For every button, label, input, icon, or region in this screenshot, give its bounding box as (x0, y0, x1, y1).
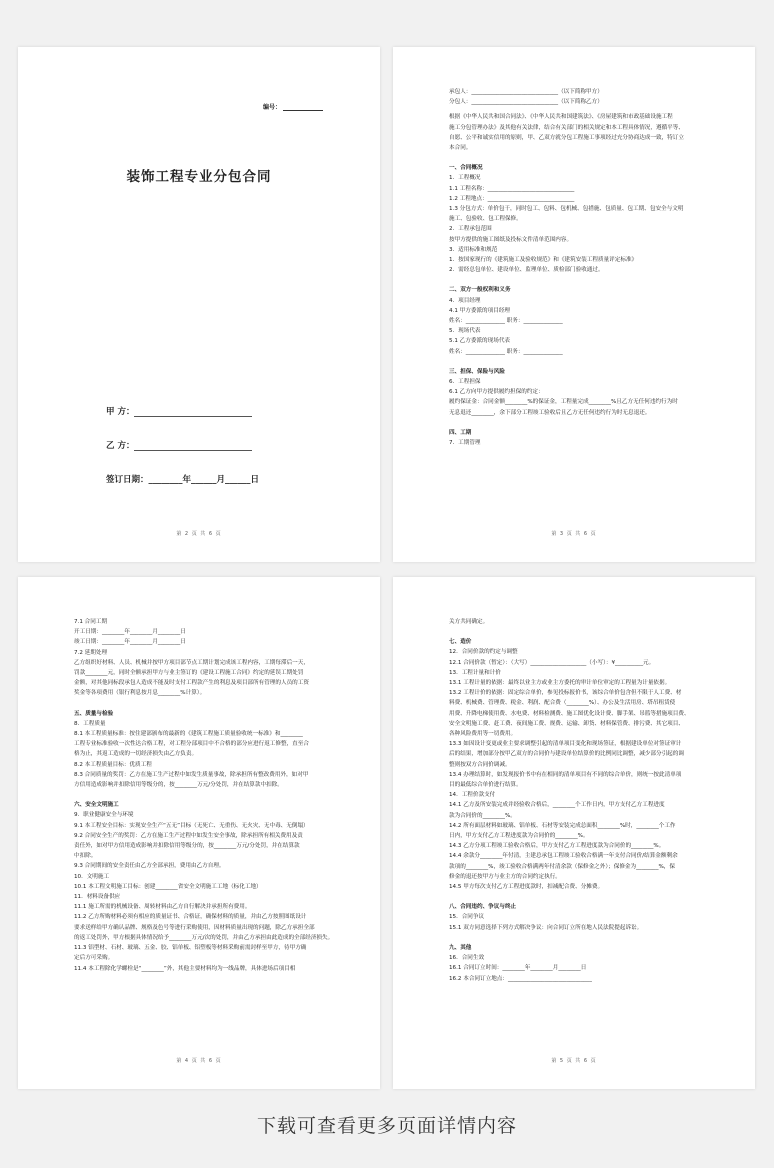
body-line: 各种风险费用等一切费用。 (449, 731, 517, 738)
body-line: 7.2 延期处理 (74, 649, 108, 656)
body-line: 1.2 工程地点：_______________________________ (449, 195, 575, 202)
body-line: 9.1 本工程安全目标：实现安全生产“五无”目标（无死亡、无重伤、无火灾、无中毒、无倒塌） (74, 822, 309, 829)
contract-title: 装饰工程专业分包合同 (126, 169, 272, 185)
body-line: 13．工程计量和计价 (449, 669, 501, 676)
body-line: 罚款________元，同时全额承担甲方与业主签订的《建设工程施工合同》约定的延误工期处罚 (74, 670, 304, 677)
body-line: 无息退还________，余下部分工程竣工验收后且乙方无任何违约行为时无息退还。 (449, 409, 651, 416)
body-line: 用费、升降电梯使用费、水电费、材料检测费、施工图优化设计费、脚手架、吊篮等措施项目费、 (449, 710, 690, 717)
body-line: 施工分包管理办法》及其他有关法律，结合有关部门的相关规定和本工程具体情况，遵循平等、 (449, 124, 684, 131)
paragraph-gap (449, 357, 725, 362)
page-body (449, 617, 725, 984)
download-caption: 下载可查看更多页面详情内容 (256, 1115, 517, 1137)
body-line: 5.1 乙方委派的现场代表 (449, 338, 511, 345)
body-line: 金额，对其他同标段承包人造成不能及时支付工程款产生的利息及项目部所有管理的人员的工资 (74, 680, 309, 687)
paragraph-gap (449, 153, 725, 158)
body-line: 11.3 铝型材、石材、玻璃、五金、胶、铝单板、铝塑板等材料采购前需封样至甲方，待甲方确 (74, 945, 307, 952)
body-line: 本合同。 (449, 145, 472, 152)
body-line: 中扣除。 (74, 853, 97, 860)
contract-page-cover (18, 47, 380, 562)
body-line: 根据《中华人民共和国合同法》、《中华人民共和国建筑法》、《房屋建筑和市政基础设施工程 (449, 114, 673, 121)
body-line: 日内，甲方支付乙方工程进度款为合同价的________%。 (449, 833, 589, 840)
body-line: 3．适用标准和规范 (449, 246, 498, 253)
body-line: 承包人：_______________________________（以下简称甲方） (449, 89, 603, 95)
body-line: 奖金等各项费用（银行利息按月息________%计算）。 (74, 690, 206, 697)
body-line: 工程专业标准验收一次性达合格工程，对工程分部项目中不合格的部分应进行返工修整，直至合 (74, 741, 309, 748)
body-line: 11.2 乙方所购材料必须有相应的质量证书、合格证，确保材料的质量，并由乙方按照图纸设计 (74, 914, 307, 921)
body-line: 10．文明施工 (74, 873, 110, 880)
body-line: 8.2 本工程质量目标：优质工程 (74, 761, 152, 768)
section-heading: 五、质量与检验 (74, 710, 114, 717)
body-line: 14.3 乙方分项工程竣工验收合格后，甲方支付乙方工程进度款为合同价的________%。 (449, 843, 665, 850)
body-line: 9．职业健康安全与环境 (74, 812, 134, 819)
body-line: 安全文明施工费、赶工费、夜间施工费、规费、运输、卸货、材料保管费、排污费、其它项目、 (449, 720, 684, 727)
body-line: 14．工程价款支付 (449, 792, 496, 799)
section-heading: 八、合同违约、争议与终止 (449, 904, 517, 911)
body-line: 14.5 甲方每次支付乙方工程进度款时，扣减配合费、分摊费。 (449, 884, 604, 891)
body-line: 11．材料设备供应 (74, 894, 121, 901)
party-b-row (106, 439, 252, 451)
paragraph-gap (449, 275, 725, 280)
body-line: 后的结果，增加部分按甲乙双方的合同价与建设单位结算价的比例同比调整，减少部分引起的调 (449, 751, 684, 758)
body-line: 16.1 合同订立时间：________年________月________日 (449, 965, 587, 972)
section-heading: 九、其他 (449, 944, 472, 951)
page-footer: 第 4 页 共 6 页 (176, 1058, 222, 1064)
contract-number (263, 102, 323, 111)
body-line: 10.1 本工程文明施工目标：创建________省安全文明施工工地（标化工地） (74, 883, 262, 890)
body-line: 15．合同争议 (449, 914, 485, 921)
body-line: 目的最低综合单价进行结算。 (449, 782, 522, 789)
body-line: 竣工日期：________年________月________日 (74, 639, 186, 646)
body-line: 方信用造成影响并扣除信用等级分的，按________万元/分处罚，并在结算款中扣除。 (74, 782, 283, 789)
body-line: 履约保证金：合同金额________%的保证金，工程量完成________%且乙方无任何违约行为时 (449, 399, 678, 406)
body-line: 姓名：______________ 职务：______________ (449, 318, 563, 325)
body-line: 14.1 乙方及所安装完成并经验收合格后，________个工作日内，甲方支付乙方工程进度 (449, 802, 665, 809)
body-line: 6.1 乙方向甲方提供履约担保的约定： (449, 389, 544, 396)
body-line: 15.1 双方同意选择下列方式解决争议：向合同订立所在地人民法院提起诉讼。 (449, 924, 643, 931)
section-heading: 七、造价 (449, 639, 472, 646)
body-line: 1．按国家现行的《建筑施工及验收规范》和《建筑安装工程质量评定标准》 (449, 257, 638, 264)
body-line: 1．工程概况 (449, 175, 481, 182)
body-line: 12.1 合同价款（暂定）：（大写）____________________（小写）：¥__________元。 (449, 659, 655, 666)
body-line: 11.4 本工程除化学螺栓是“________”外，其他主要材料均为一线品牌，具体进场后项目相 (74, 965, 296, 972)
sign-date-row: 签订日期：________年______月______日 (106, 475, 260, 485)
contract-number-blank (283, 104, 323, 111)
paragraph-gap (449, 418, 725, 423)
contract-page-5 (393, 577, 755, 1089)
body-line: 6．工程担保 (449, 379, 481, 386)
section-heading: 三、担保、保险与风险 (449, 368, 505, 375)
body-line: 开工日期：________年________月________日 (74, 629, 186, 636)
body-line: 的返工处罚外，甲方根据具体情况给予________万元/次的处罚，并由乙方承担由此造成的全部经济损失。 (74, 934, 334, 941)
body-line: 13.1 工程计量的依据：最终以业主方或业主方委托的审计单位审定的工程量为计量依据。 (449, 680, 671, 687)
body-line: 13.3 如因设计变更或业主要求调整引起的清单项目变化和现场签证，根据建设单位对签证审计 (449, 741, 682, 748)
body-line: 16.2 本合同订立地点：______________________________ (449, 975, 592, 982)
body-line: 8．工程质量 (74, 720, 106, 727)
body-line: 款项的________%，竣工验收合格满两年付清余款（保修金之外）；保修金为________%，保 (449, 863, 675, 870)
body-line: 2．需经总包单位、建设单位、监理单位、质检部门验收通过。 (449, 267, 604, 274)
body-line: 12．合同价款的约定与调整 (449, 649, 518, 656)
party-b-label: 乙 方： (106, 441, 135, 451)
body-line: 1.3 分包方式：单价包干，同时包工、包料、包机械、包措施、包质量、包工期、包安全与文明 (449, 206, 684, 213)
body-line: 14.2 所有面层材料如玻璃、铝单板、石材等安装完成总面积________%时，________个工作 (449, 822, 676, 829)
section-heading: 一、合同概况 (449, 165, 483, 172)
section-heading: 四、工期 (449, 429, 472, 436)
party-a-label: 甲 方： (106, 407, 135, 417)
body-line: 姓名：______________ 职务：______________ (449, 348, 563, 355)
body-line: 13.4 办理结算时，如发现报价书中有在相同的清单项目有不同的综合单价，则统一按此清单项 (449, 771, 682, 778)
body-line: 修金的退还按甲方与业主方的合同约定执行。 (449, 873, 561, 880)
body-line: 料费、机械费、管理费、税金、利润、配合费（________%）、办公及生活用房、塔吊租赁使 (449, 700, 676, 707)
body-line: 2．工程承包范围 (449, 226, 492, 233)
body-line: 施工、包验收、包工程保修。 (449, 216, 522, 223)
paragraph-gap (449, 627, 725, 632)
body-line: 5．现场代表 (449, 328, 481, 335)
body-line: 整则按双方合同价调减。 (449, 761, 511, 768)
body-line: 款为合同价的________%。 (449, 812, 516, 819)
paragraph-gap (449, 933, 725, 938)
body-line: 14.4 余款分________年付清，主建总承包工程竣工验收合格满一年支付合同价/结算金额剩余 (449, 853, 678, 860)
body-line: 11.1 施工所需的机械设备、周转材料由乙方自行解决并承担所有费用。 (74, 904, 251, 911)
paragraph-gap (74, 699, 350, 704)
paragraph-gap (449, 892, 725, 897)
party-a-blank (134, 407, 252, 417)
page-body (449, 87, 725, 448)
body-line: 乙方组织好材料、人员、机械并按甲方项目部节点工期计划完成该工程内容，工期每滞后一天， (74, 659, 309, 666)
body-line: 定后方可采购。 (74, 955, 114, 962)
body-line: 4.1 甲方委派的项目经理 (449, 307, 511, 314)
body-line: 7.1 合同工期 (74, 619, 108, 625)
page-footer: 第 5 页 共 6 页 (551, 1058, 597, 1064)
contract-number-label: 编号： (263, 104, 282, 111)
section-heading: 六、安全文明施工 (74, 802, 119, 809)
section-heading: 二、双方一般权利和义务 (449, 287, 511, 294)
page-body (74, 617, 350, 974)
body-line: 自愿、公平和诚实信用的原则，甲、乙双方就分包工程施工事项经过充分协商达成一致，特订立 (449, 134, 684, 141)
party-b-blank (134, 441, 252, 451)
body-line: 关方共同确定。 (449, 619, 489, 625)
body-line: 格为止，其返工造成的一切经济损失由乙方负责。 (74, 751, 198, 758)
body-line: 责任外，如对甲方信用造成影响并扣除信用等级分的，按________万元/分处罚，并在结算款 (74, 843, 300, 850)
body-line: 1.1 工程名称：_______________________________ (449, 185, 575, 192)
body-line: 13.2 工程计价的依据：固定综合单价，参见投标报价书，该综合单价包含但不限于人工费、材 (449, 690, 682, 697)
page-footer: 第 3 页 共 6 页 (551, 531, 597, 537)
body-line: 8.1 本工程质量标准：按住建部颁布的最新的《建筑工程施工质量验收统一标准》和________ (74, 731, 303, 738)
body-line: 9.2 合同安全生产的奖罚：乙方在施工生产过程中如发生安全事故，除承担所有相关费用及责 (74, 832, 303, 839)
page-footer: 第 2 页 共 6 页 (176, 531, 222, 537)
party-a-row (106, 405, 252, 417)
body-line: 16．合同生效 (449, 955, 485, 962)
body-line: 按甲方提供的施工图纸及投标文件清单范围内容。 (449, 236, 573, 243)
contract-page-4 (18, 577, 380, 1089)
body-line: 4．项目经理 (449, 297, 481, 304)
body-line: 7．工期管理 (449, 440, 481, 447)
body-line: 要求送样给甲方确认品牌、规格及色号等进行采购使用，因材料质量出现的问题，除乙方承担全部 (74, 924, 315, 931)
body-line: 分包人：_______________________________（以下简称乙方） (449, 99, 603, 106)
contract-page-3 (393, 47, 755, 562)
paragraph-gap (74, 790, 350, 795)
body-line: 8.3 合同质量的奖罚：乙方在施工生产过程中如发生质量事故，除承担所有整改费用外，如对甲 (74, 771, 309, 778)
body-line: 9.3 合同期间的安全责任由乙方全部承担，费用由乙方自理。 (74, 863, 225, 870)
